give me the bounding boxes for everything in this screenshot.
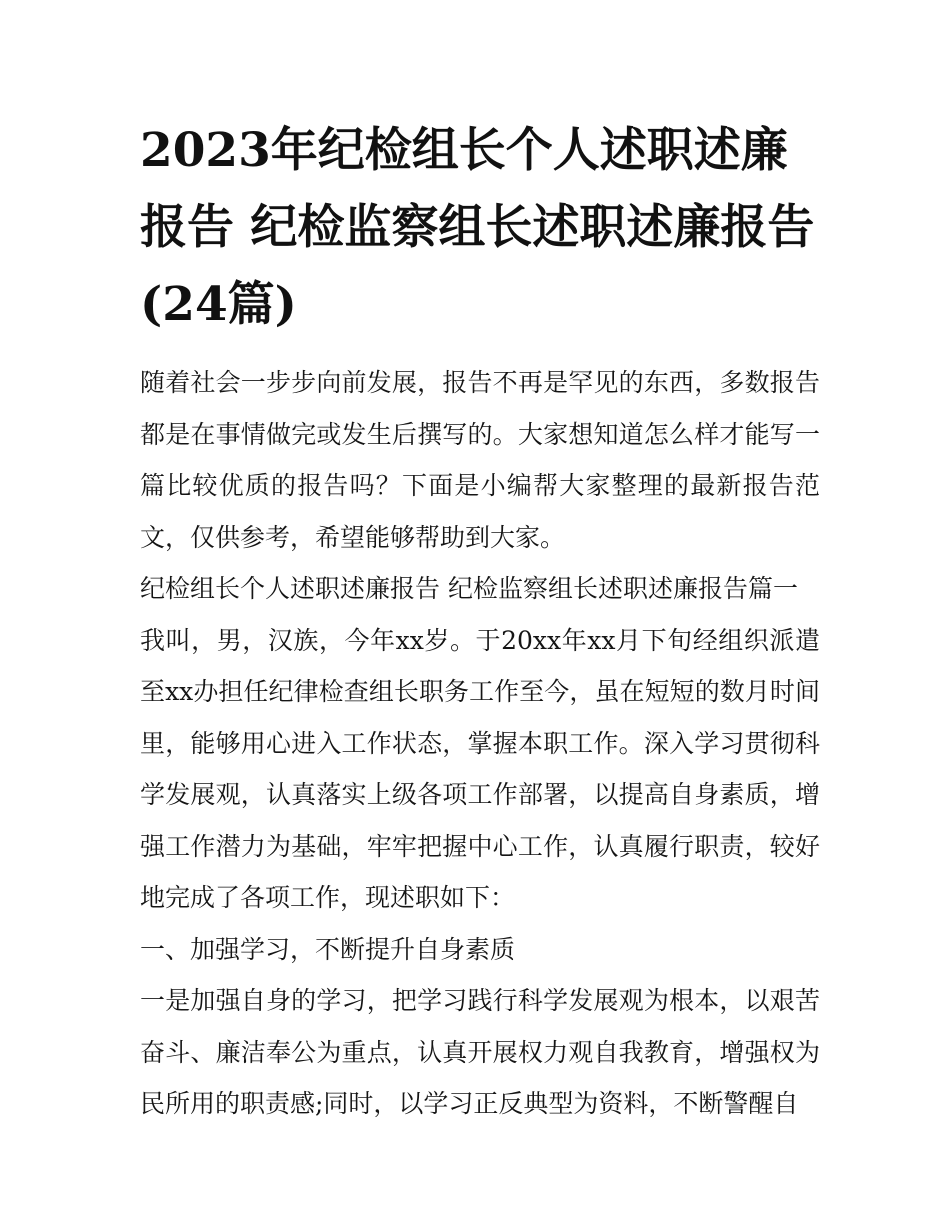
body-paragraph: 我叫，男，汉族，今年xx岁。于20xx年xx月下旬经组织派遣至xx办担任纪律检查组长职务工作至今，虽在短短的数月时间里，能够用心进入工作状态，掌握本职工作。深入学习贯彻科学发展观，认真落实上级各项工作部署，以提高自身素质，增强工作潜力为基础，牢牢把握中心工作，认真履行职责，较好地完成了各项工作，现述职如下： [140, 625, 820, 912]
body-paragraph: 一是加强自身的学习，把学习践行科学发展观为根本，以艰苦奋斗、廉洁奉公为重点，认真开展权力观自我教育，增强权为民所用的职责感;同时，以学习正反典型为资料，不断警醒自 [140, 986, 820, 1118]
subsection-heading: 一、加强学习，不断提升自身素质 [140, 934, 516, 964]
intro-paragraph: 随着社会一步步向前发展，报告不再是罕见的东西，多数报告都是在事情做完或发生后撰写的。大家想知道怎么样才能写一篇比较优质的报告吗？下面是小编帮大家整理的最新报告范文，仅供参考，希望能够帮助到大家。 [140, 368, 820, 552]
section-heading: 纪检组长个人述职述廉报告 纪检监察组长述职述廉报告篇一 [140, 574, 798, 603]
document-title: 2023年纪检组长个人述职述廉报告 纪检监察组长述职述廉报告(24篇) [140, 123, 815, 332]
document-page [140, 112, 820, 1130]
